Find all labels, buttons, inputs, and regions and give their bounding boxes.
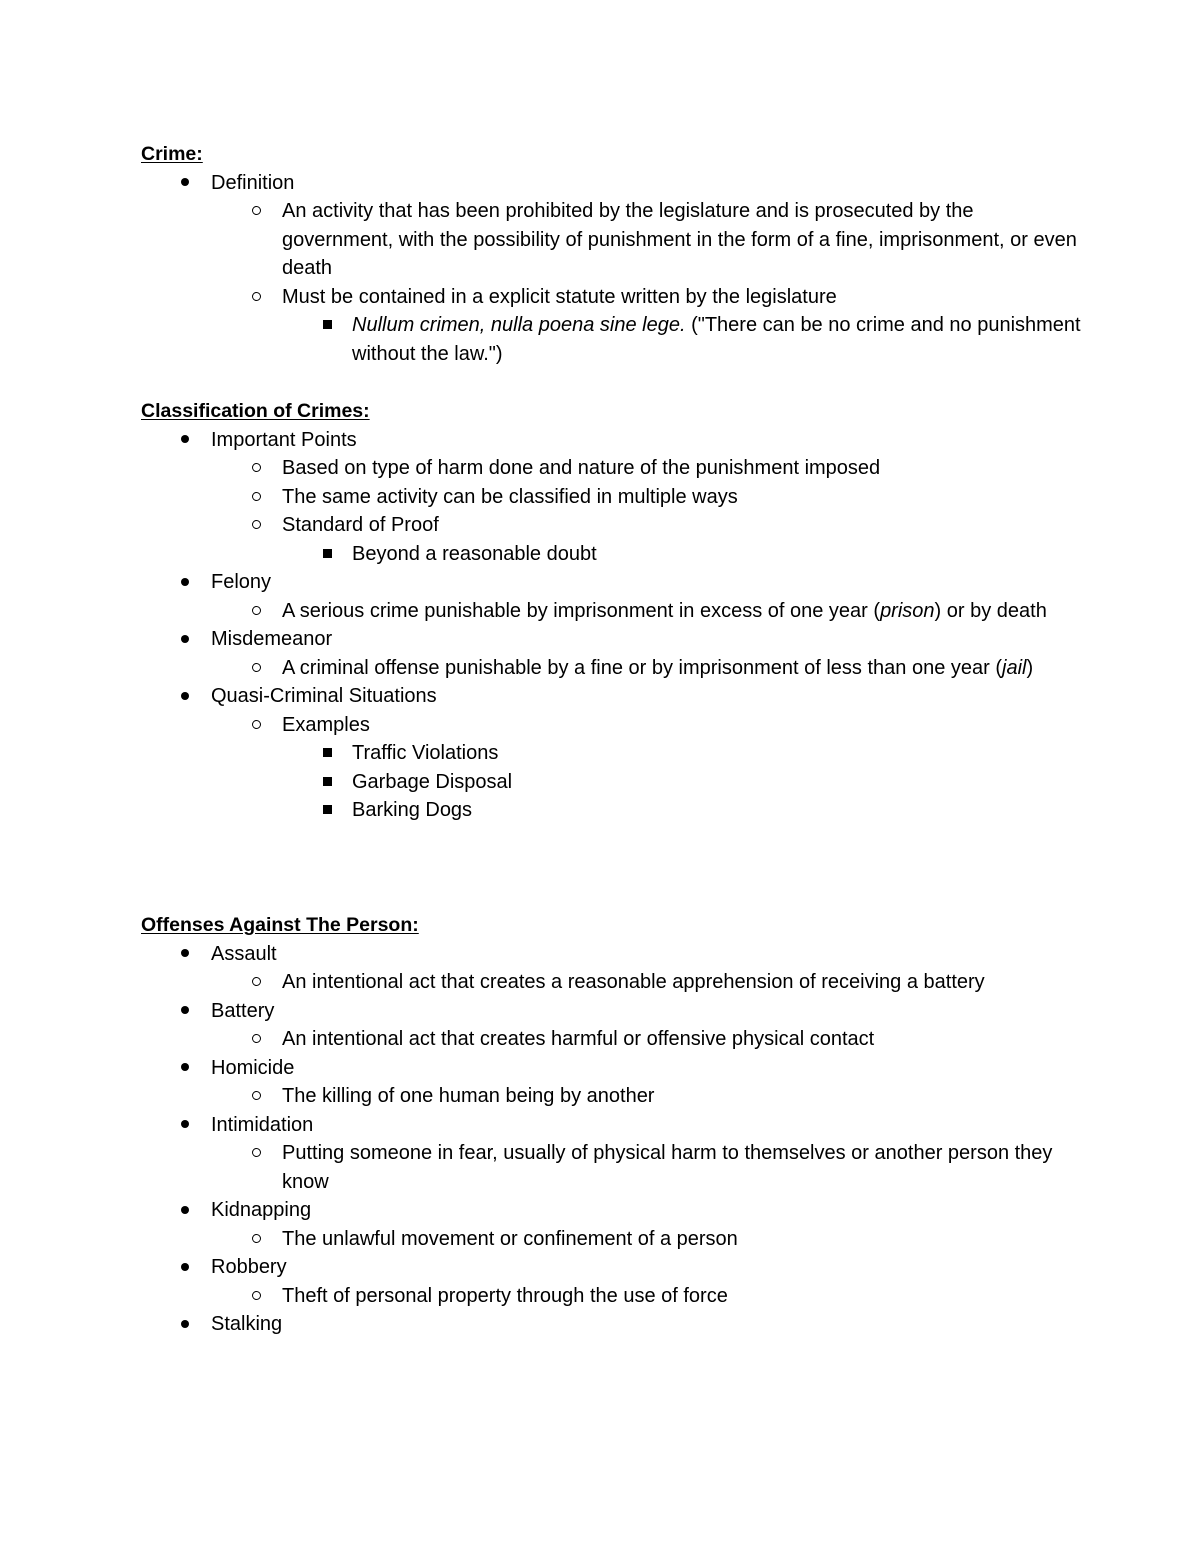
list-item: Based on type of harm done and nature of the punishment imposed — [141, 454, 1081, 483]
bullet-square-icon — [317, 311, 337, 340]
list-item: Theft of personal property through the use of force — [141, 1282, 1081, 1311]
maxim-translation: ("There can be no crime and no punishment without the law.") — [352, 314, 1081, 365]
list-item: The same activity can be classified in multiple ways — [141, 483, 1081, 512]
list-item: Putting someone in fear, usually of physical harm to themselves or another person they know — [141, 1139, 1081, 1196]
bullet-circle-icon — [246, 1225, 266, 1254]
list-item: Robbery — [141, 1253, 1081, 1282]
bullet-circle-icon — [246, 597, 266, 626]
bullet-circle-icon — [246, 1082, 266, 1111]
bullet-square-icon — [317, 540, 337, 569]
list-item: Beyond a reasonable doubt — [141, 540, 1081, 569]
list-item: Intimidation — [141, 1111, 1081, 1140]
list-item: Standard of Proof — [141, 511, 1081, 540]
list-item: Important Points — [141, 426, 1081, 455]
bullet-square-icon — [317, 796, 337, 825]
bullet-circle-icon — [246, 711, 266, 740]
bullet-square-icon — [317, 739, 337, 768]
bullet-circle-icon — [246, 197, 266, 226]
bullet-square-icon — [317, 768, 337, 797]
bullet-dot-icon — [175, 568, 195, 597]
bullet-dot-icon — [175, 625, 195, 654]
section-heading-crime: Crime: — [141, 143, 203, 165]
bullet-circle-icon — [246, 511, 266, 540]
bullet-circle-icon — [246, 654, 266, 683]
section-heading-classification: Classification of Crimes: — [141, 400, 370, 422]
list-item: Definition — [141, 169, 1081, 198]
list-item: An activity that has been prohibited by the legislature and is prosecuted by the government, with the possibility of punishment in the form of a fine, imprisonment, or even death — [141, 197, 1081, 283]
list-item: Assault — [141, 940, 1081, 969]
latin-maxim: Nullum crimen, nulla poena sine lege. — [352, 314, 686, 336]
list-item: An intentional act that creates a reasonable apprehension of receiving a battery — [141, 968, 1081, 997]
bullet-circle-icon — [246, 454, 266, 483]
list-item — [141, 311, 1081, 368]
list-item: Must be contained in a explicit statute written by the legislature — [141, 283, 1081, 312]
list-item: Stalking — [141, 1310, 1081, 1339]
list-item: Quasi-Criminal Situations — [141, 682, 1081, 711]
bullet-circle-icon — [246, 483, 266, 512]
bullet-dot-icon — [175, 682, 195, 711]
bullet-dot-icon — [175, 426, 195, 455]
list-item: Kidnapping — [141, 1196, 1081, 1225]
bullet-dot-icon — [175, 1253, 195, 1282]
bullet-circle-icon — [246, 968, 266, 997]
bullet-dot-icon — [175, 940, 195, 969]
section-heading-offenses: Offenses Against The Person: — [141, 914, 419, 936]
list-item: Homicide — [141, 1054, 1081, 1083]
bullet-dot-icon — [175, 1054, 195, 1083]
list-item: Barking Dogs — [141, 796, 1081, 825]
list-item: An intentional act that creates harmful or offensive physical contact — [141, 1025, 1081, 1054]
list-item: A criminal offense punishable by a fine or by imprisonment of less than one year (jail) — [141, 654, 1081, 683]
bullet-circle-icon — [246, 1282, 266, 1311]
bullet-circle-icon — [246, 1139, 266, 1168]
list-item: Misdemeanor — [141, 625, 1081, 654]
bullet-dot-icon — [175, 1196, 195, 1225]
bullet-dot-icon — [175, 1310, 195, 1339]
bullet-circle-icon — [246, 1025, 266, 1054]
list-item: Battery — [141, 997, 1081, 1026]
section-offenses — [141, 911, 1081, 1339]
list-item: The killing of one human being by another — [141, 1082, 1081, 1111]
bullet-dot-icon — [175, 997, 195, 1026]
list-item: Examples — [141, 711, 1081, 740]
list-item: Felony — [141, 568, 1081, 597]
list-item: The unlawful movement or confinement of a person — [141, 1225, 1081, 1254]
section-crime — [141, 140, 1081, 368]
section-classification — [141, 397, 1081, 825]
list-item: A serious crime punishable by imprisonment in excess of one year (prison) or by death — [141, 597, 1081, 626]
list-item: Garbage Disposal — [141, 768, 1081, 797]
bullet-dot-icon — [175, 169, 195, 198]
list-item: Traffic Violations — [141, 739, 1081, 768]
bullet-dot-icon — [175, 1111, 195, 1140]
bullet-circle-icon — [246, 283, 266, 312]
